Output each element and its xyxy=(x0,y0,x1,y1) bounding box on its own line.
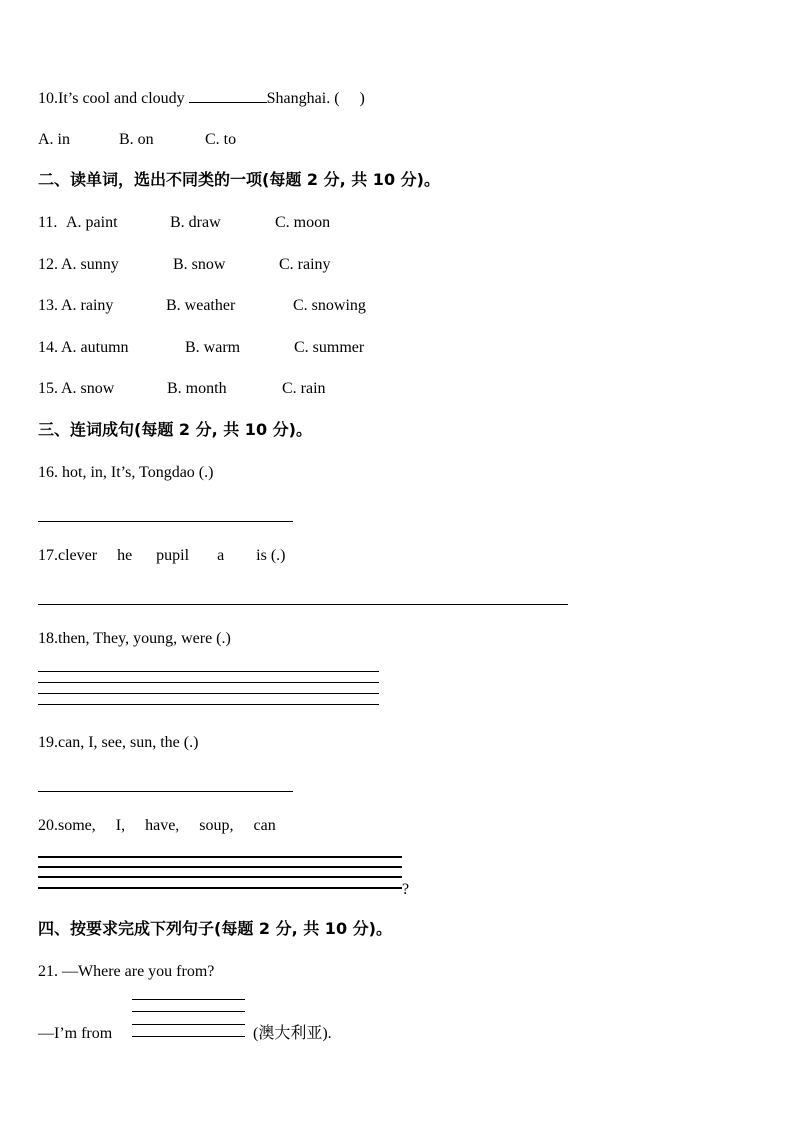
q20-question-mark: ? xyxy=(402,881,410,898)
q18-answer-line-1[interactable] xyxy=(38,671,379,672)
q18-answer-line-4[interactable] xyxy=(38,704,379,705)
q14-option-a: A. autumn xyxy=(61,339,129,356)
q10-option-a: A. in xyxy=(38,131,70,148)
q15-option-b: B. month xyxy=(167,380,227,397)
q20-answer-line-4[interactable] xyxy=(38,887,402,889)
question-17: 17.clever he pupil a is (.) xyxy=(38,547,286,564)
q11-option-a: A. paint xyxy=(66,214,118,231)
q15-number: 15. xyxy=(38,380,58,397)
q12-option-c: C. rainy xyxy=(279,256,331,273)
q12-number: 12. xyxy=(38,256,58,273)
q14-option-c: C. summer xyxy=(294,339,365,356)
q15-option-a: A. snow xyxy=(61,380,115,397)
section-2-heading: 二、读单词，选出不同类的一项(每题 2 分, 共 10 分)。 xyxy=(38,170,440,189)
q11-option-b: B. draw xyxy=(170,214,221,231)
question-19: 19.can, I, see, sun, the (.) xyxy=(38,734,199,751)
q13-option-a: A. rainy xyxy=(61,297,114,314)
q10-option-b: B. on xyxy=(119,131,154,148)
q14-option-b: B. warm xyxy=(185,339,241,356)
q21-response-hint: (澳大利亚). xyxy=(249,1025,332,1042)
q20-answer-line-2[interactable] xyxy=(38,866,402,868)
q18-answer-line-3[interactable] xyxy=(38,693,379,694)
q10-answer-blank[interactable] xyxy=(189,88,267,103)
q13-number: 13. xyxy=(38,297,58,314)
q14-number: 14. xyxy=(38,339,58,356)
section-4-heading: 四、按要求完成下列句子(每题 2 分, 共 10 分)。 xyxy=(38,919,392,938)
q20-answer-line-1[interactable] xyxy=(38,856,402,858)
q10-prefix: 10.It’s cool and cloudy xyxy=(38,90,189,107)
q21-answer-line-3[interactable] xyxy=(132,1024,245,1025)
q13-option-b: B. weather xyxy=(166,297,236,314)
question-20: 20.some, I, have, soup, can xyxy=(38,817,276,834)
q11-option-c: C. moon xyxy=(275,214,331,231)
q21-response-prefix: —I’m from xyxy=(38,1025,117,1042)
question-10 xyxy=(38,88,365,109)
q13-option-c: C. snowing xyxy=(293,297,366,314)
q15-option-c: C. rain xyxy=(282,380,326,397)
question-18: 18.then, They, young, were (.) xyxy=(38,630,231,647)
q16-answer-line[interactable] xyxy=(38,521,293,522)
q12-option-a: A. sunny xyxy=(61,256,119,273)
question-21-line-1: 21. —Where are you from? xyxy=(38,963,215,980)
question-16: 16. hot, in, It’s, Tongdao (.) xyxy=(38,464,214,481)
q20-answer-line-3[interactable] xyxy=(38,876,402,878)
q21-answer-line-4[interactable] xyxy=(132,1036,245,1037)
q18-answer-line-2[interactable] xyxy=(38,682,379,683)
q21-answer-line-2[interactable] xyxy=(132,1011,245,1012)
q10-suffix: Shanghai. ( ) xyxy=(266,90,365,107)
q11-number: 11. xyxy=(38,214,62,231)
section-3-heading: 三、连词成句(每题 2 分, 共 10 分)。 xyxy=(38,420,312,439)
q12-option-b: B. snow xyxy=(173,256,226,273)
q10-option-c: C. to xyxy=(205,131,237,148)
q19-answer-line[interactable] xyxy=(38,791,293,792)
q17-answer-line[interactable] xyxy=(38,604,568,605)
q21-answer-line-1[interactable] xyxy=(132,999,245,1000)
